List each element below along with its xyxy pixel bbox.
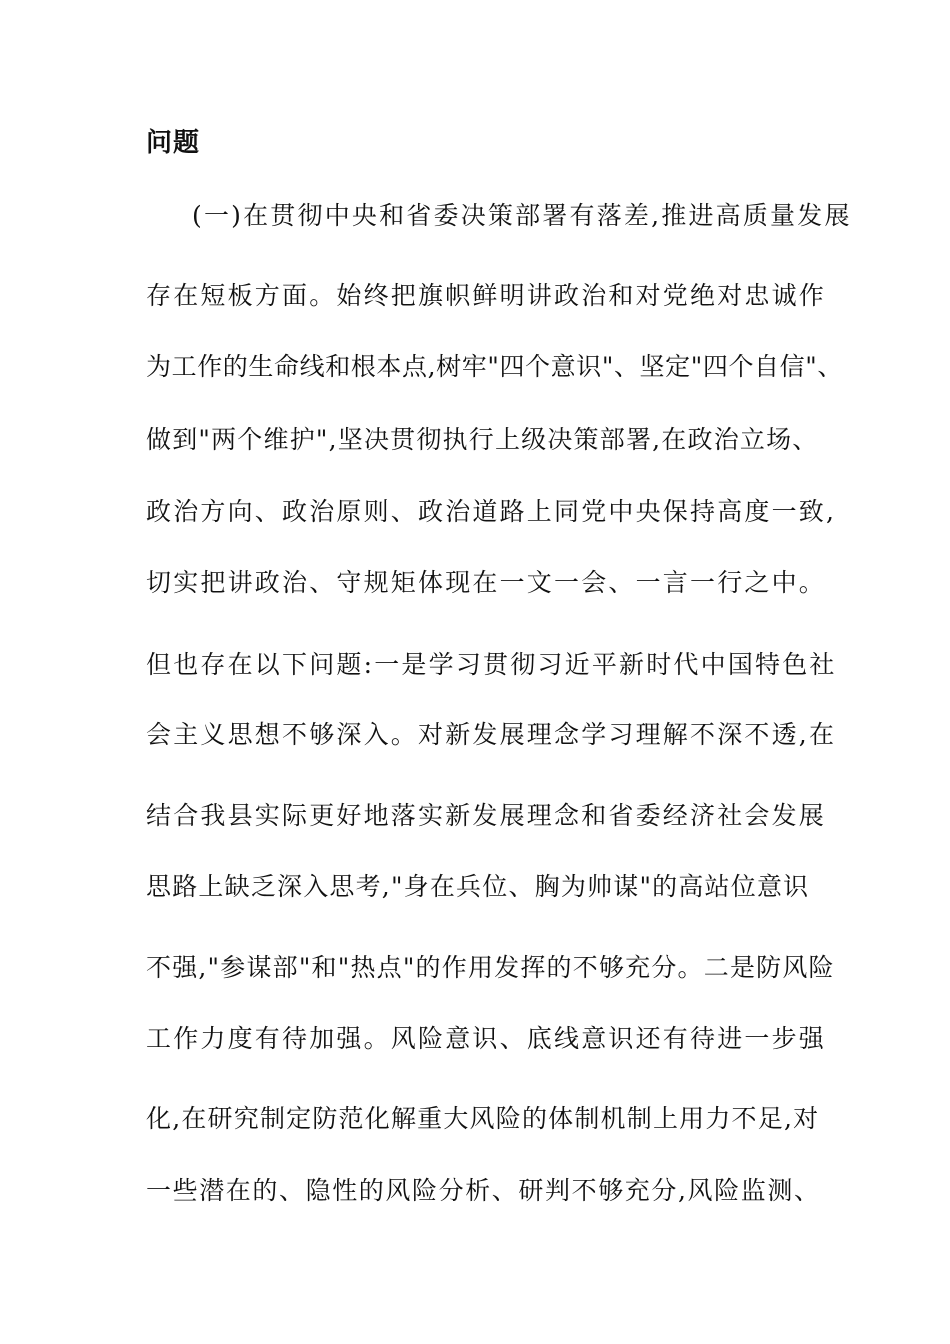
paragraph-line: 工作力度有待加强。风险意识、底线意识还有待进一步强 (146, 1024, 827, 1053)
paragraph-line: 化,在研究制定防范化解重大风险的体制机制上用力不足,对 (146, 1104, 820, 1133)
paragraph-line: 思路上缺乏深入思考,"身在兵位、胸为帅谋"的高站位意识 (146, 872, 810, 901)
paragraph-line: 存在短板方面。始终把旗帜鲜明讲政治和对党绝对忠诚作 (146, 281, 827, 310)
paragraph-line: 为工作的生命线和根本点,树牢"四个意识"、坚定"四个自信"、 (146, 352, 843, 381)
paragraph-line: 一些潜在的、隐性的风险分析、研判不够充分,风险监测、 (146, 1176, 821, 1205)
paragraph-line: 政治方向、政治原则、政治道路上同党中央保持高度一致, (146, 497, 837, 526)
paragraph-line: 不强,"参谋部"和"热点"的作用发挥的不够充分。二是防风险 (146, 953, 835, 982)
paragraph-line: 结合我县实际更好地落实新发展理念和省委经济社会发展 (146, 801, 827, 830)
paragraph-line: 但也存在以下问题:一是学习贯彻习近平新时代中国特色社 (146, 650, 837, 679)
paragraph-line: 切实把讲政治、守规矩体现在一文一会、一言一行之中。 (146, 568, 827, 597)
paragraph-line: 会主义思想不够深入。对新发展理念学习理解不深不透,在 (146, 720, 837, 749)
section-heading: 问题 (146, 128, 201, 158)
paragraph-line: 做到"两个维护",坚决贯彻执行上级决策部署,在政治立场、 (146, 425, 819, 454)
paragraph-line: (一)在贯彻中央和省委决策部署有落差,推进高质量发展 (192, 201, 852, 230)
